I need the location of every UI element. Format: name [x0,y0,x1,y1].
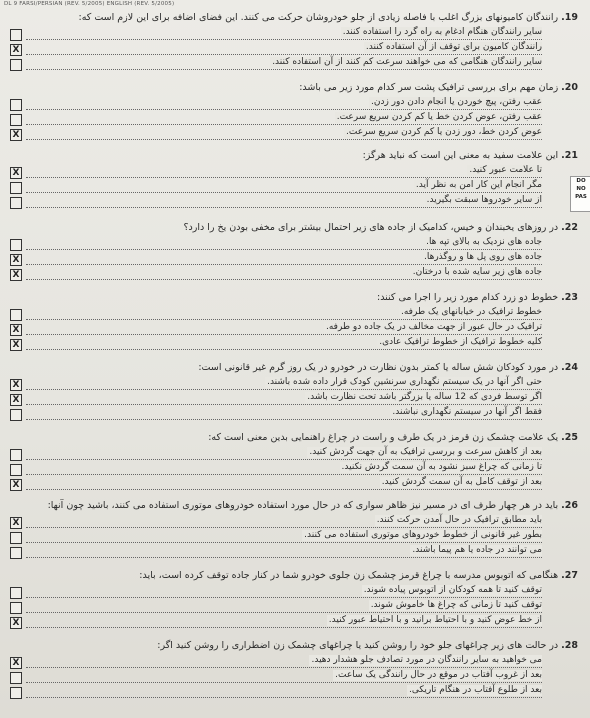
dotted-leader [26,334,542,335]
dotted-leader [26,489,542,490]
question-text [377,292,578,304]
answer-text: تا زمانی که چراغ سبز نشود به آن سمت گردش نکنید. [341,462,542,472]
question-number: 24. [561,362,578,373]
answer-option[interactable] [10,379,542,391]
dotted-leader [26,109,542,110]
dotted-leader [26,249,542,250]
question-text [198,362,578,374]
dotted-leader [26,419,542,420]
question-number: 19. [561,12,578,23]
answer-checkbox[interactable] [10,114,22,126]
answer-text: توقف کنید تا همه کودکان از اتوبوس پیاده شوند. [363,585,542,595]
answer-checkbox[interactable] [10,672,22,684]
answer-text: بعد از طلوع آفتاب در هنگام تاریکی. [408,685,542,695]
answer-option[interactable] [10,339,542,351]
dotted-leader [26,207,542,208]
answer-text: بعد از توقف کامل به آن سمت گردش کنید. [381,477,542,487]
answer-checkbox[interactable] [10,687,22,699]
answer-option[interactable] [10,182,542,194]
question-number: 28. [561,640,578,651]
dotted-leader [26,124,542,125]
answer-option[interactable] [10,394,542,406]
question-number: 26. [561,500,578,511]
answer-option[interactable] [10,479,542,491]
answer-text: سایر رانندگان هنگام ادغام به راه گرد را استفاده کنند. [342,27,542,37]
answer-text: عقب رفتن، عوض کردن خط یا کم کردن سریع سرعت. [336,112,542,122]
answer-checkbox[interactable] [10,239,22,251]
answer-option[interactable] [10,409,542,421]
answer-text: حتی اگر آنها در یک سیستم نگهداری سرنشین کودک قرار داده شده باشند. [267,377,542,387]
answer-checkbox[interactable]: X [10,324,22,336]
question-text [79,12,579,24]
answer-text: فقط اگر آنها در سیستم نگهداری نباشند. [392,407,542,417]
answer-checkbox[interactable]: X [10,617,22,629]
answer-option[interactable] [10,114,542,126]
answer-option[interactable] [10,672,542,684]
question-number: 23. [561,292,578,303]
answer-text: سایر رانندگان هنگامی که می خواهند سرعت کم کنند از آن استفاده کنند. [272,57,542,67]
question-number: 20. [561,82,578,93]
answer-checkbox[interactable]: X [10,379,22,391]
dotted-leader [26,139,542,140]
answer-option[interactable] [10,449,542,461]
answer-text: ترافیک در حال عبور از جهت مخالف در یک جاده دو طرفه. [325,322,542,332]
answer-checkbox[interactable] [10,197,22,209]
question-number: 27. [561,570,578,581]
answer-text: جاده های روی پل ها و روگذرها. [423,252,542,262]
answer-text: رانندگان کامیون برای توقف از آن استفاده کنند. [365,42,542,52]
answer-checkbox[interactable] [10,29,22,41]
question-stem: در روزهای یخبندان و خیس، کدامیک از جاده های زیر احتمال بیشتر برای مخفی بودن یخ را دارد؟ [183,222,559,233]
answer-text: جاده های زیر سایه شده با درختان. [412,267,542,277]
answer-checkbox[interactable]: X [10,44,22,56]
question-number: 21. [561,150,578,161]
answer-option[interactable] [10,602,542,614]
question-stem: هنگامی که اتوبوس مدرسه با چراغ قرمز چشمک زن جلوی خودرو شما در کنار جاده توقف کرده است، باید: [139,570,559,581]
question-text [139,570,578,582]
answer-text: بعد از کاهش سرعت و بررسی ترافیک به آن جهت گردش کنید. [309,447,542,457]
dotted-leader [26,389,542,390]
answer-text: می خواهید به سایر رانندگان در مورد تصادف جلو هشدار دهید. [311,655,542,665]
answer-text: بعد از غروب آفتاب در موقع در حال رانندگی یک ساعت. [335,670,542,680]
answer-option[interactable] [10,197,542,209]
answer-option[interactable] [10,129,542,141]
question-text [48,500,578,512]
question-text [299,82,578,94]
answer-option[interactable] [10,464,542,476]
answer-checkbox[interactable] [10,449,22,461]
dotted-leader [26,177,542,178]
answer-checkbox[interactable]: X [10,394,22,406]
answer-checkbox[interactable] [10,532,22,544]
answer-checkbox[interactable]: X [10,167,22,179]
answer-checkbox[interactable] [10,309,22,321]
answer-checkbox[interactable] [10,182,22,194]
dotted-leader [26,682,542,683]
answer-checkbox[interactable] [10,547,22,559]
question-stem: در مورد کودکان شش ساله یا کمتر بدون نظارت در خودرو در یک روز گرم غیر قانونی است: [198,362,559,373]
dotted-leader [26,474,542,475]
dotted-leader [26,69,542,70]
answer-text: عوض کردن خط، دور زدن یا کم کردن سریع سرعت. [346,127,542,137]
question-number: 22. [561,222,578,233]
sign-line-1: DO [576,178,586,184]
answer-option[interactable] [10,167,542,179]
question-stem: باید در هر چهار طرف ای در مسیر نیز ظاهر سواری که در حال مورد استفاده خودروهای موتوری استفاده می کنند، باشید چون آنها: [47,500,559,511]
answer-text: از سایر خودروها سبقت بگیرید. [426,195,542,205]
question-text [184,222,579,234]
question-stem: در حالت های زیر چراغهای جلو خود را روشن کنید یا چراغهای چشمک زن اضطراری را روشن کنید اگر: [157,640,559,651]
dotted-leader [26,542,542,543]
answer-option[interactable] [10,517,542,529]
dotted-leader [26,612,542,613]
answer-checkbox[interactable]: X [10,517,22,529]
answer-text: مگر انجام این کار امن به نظر آید. [415,180,542,190]
question-stem: این علامت سفید به معنی این است که نباید هرگز: [362,150,559,161]
question-number: 25. [561,432,578,443]
sign-line-2: NO [576,186,586,192]
dotted-leader [26,349,542,350]
answer-text: از خط عوض کنید و با احتیاط برانید و با احتیاط عبور کنید. [328,615,542,625]
dotted-leader [26,557,542,558]
answer-option[interactable] [10,657,542,669]
dotted-leader [26,264,542,265]
answer-option[interactable] [10,687,542,699]
answer-option[interactable] [10,99,542,111]
answer-text: جاده های نزدیک به بالای تپه ها. [426,237,542,247]
answer-text: تا علامت عبور کنید. [469,165,542,175]
answer-option[interactable] [10,532,542,544]
question-stem: رانندگان کامیونهای بزرگ اغلب با فاصله زیادی از جلو خودروشان حرکت می کنند. این فضای اضافه برای این لازم است که: [78,12,559,23]
dotted-leader [26,459,542,460]
answer-checkbox[interactable] [10,587,22,599]
answer-text: خطوط ترافیک در خیابانهای یک طرفه. [400,307,542,317]
answer-checkbox[interactable] [10,99,22,111]
question-stem: خطوط دو زرد کدام مورد زیر را اجرا می کنند: [377,292,559,303]
answer-text: می توانند در جاده یا هم پیما باشند. [412,545,542,555]
question-text [208,432,578,444]
dotted-leader [26,54,542,55]
answer-option[interactable] [10,617,542,629]
answer-checkbox[interactable]: X [10,479,22,491]
answer-text: باید مطابق ترافیک در حال آمدن حرکت کنند. [376,515,542,525]
answer-checkbox[interactable]: X [10,657,22,669]
answer-checkbox[interactable] [10,59,22,71]
answer-text: کلیه خطوط ترافیک از خطوط ترافیک عادی. [379,337,542,347]
answer-checkbox[interactable]: X [10,254,22,266]
answer-option[interactable] [10,29,542,41]
answer-checkbox[interactable] [10,409,22,421]
answer-checkbox[interactable]: X [10,269,22,281]
dotted-leader [26,279,542,280]
answer-text: عقب رفتن، پیچ خوردن یا انجام دادن دور زدن. [371,97,542,107]
dotted-leader [26,404,542,405]
do-not-pass-sign [570,176,590,212]
question-text [363,150,578,162]
question-stem: زمان مهم برای بررسی ترافیک پشت سر کدام مورد زیر می باشد: [299,82,559,93]
answer-option[interactable] [10,587,542,599]
question-stem: یک علامت چشمک زن قرمز در یک طرف و راست در چراغ راهنمایی بدین معنی است که: [208,432,559,443]
dotted-leader [26,527,542,528]
dotted-leader [26,667,542,668]
answer-option[interactable] [10,324,542,336]
answer-text: توقف کنید تا زمانی که چراغ ها خاموش شوند. [370,600,542,610]
answer-text: اگر توسط فردی که 12 ساله یا بزرگتر باشد تحت نظارت باشد. [307,392,542,402]
answer-text: بطور غیر قانونی از خطوط خودروهای موتوری استفاده می کنند. [304,530,542,540]
dotted-leader [26,627,542,628]
dotted-leader [26,597,542,598]
answer-option[interactable] [10,309,542,321]
answer-option[interactable] [10,239,542,251]
answer-option[interactable] [10,547,542,559]
question-text [157,640,578,652]
dotted-leader [26,697,542,698]
answer-checkbox[interactable] [10,602,22,614]
dotted-leader [26,39,542,40]
answer-option[interactable] [10,254,542,266]
answer-option[interactable] [10,44,542,56]
sign-line-3: PAS [575,194,587,200]
dotted-leader [26,319,542,320]
answer-option[interactable] [10,59,542,71]
answer-checkbox[interactable] [10,464,22,476]
dotted-leader [26,192,542,193]
answer-checkbox[interactable]: X [10,129,22,141]
answer-checkbox[interactable]: X [10,339,22,351]
answer-option[interactable] [10,269,542,281]
form-header: DL 9 FARSI/PERSIAN (REV. 5/2005) ENGLISH (REV. 5/2005) [4,1,175,7]
